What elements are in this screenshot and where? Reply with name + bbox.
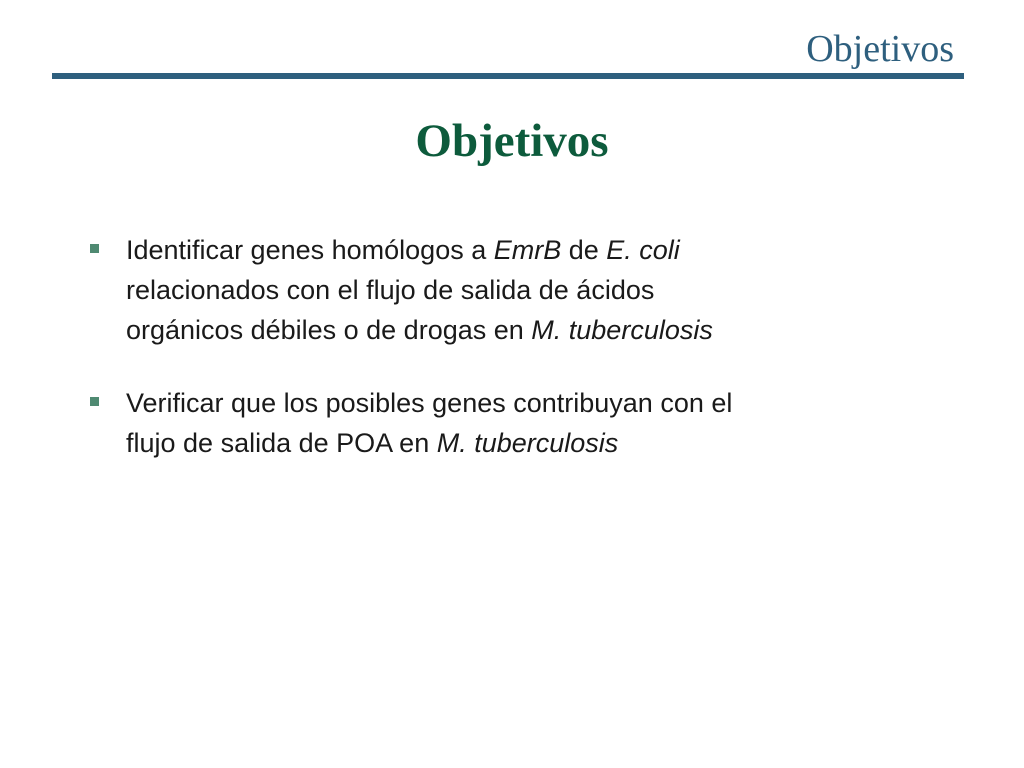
bullet-line [126,230,948,270]
bullet-text: flujo de salida de POA en [126,428,437,458]
bullet-line [126,270,948,310]
bullet-line [126,423,948,463]
square-bullet-icon [90,244,99,253]
bullet-text: de [561,235,607,265]
slide-title: Objetivos [415,115,609,167]
bullet-line [126,383,948,423]
bullet-text: Verificar que los posibles genes contribuyan con el [126,388,733,418]
italic-text: M. tuberculosis [531,315,713,345]
bullet-text: relacionados con el flujo de salida de ácidos [126,275,655,305]
bullet-text: orgánicos débiles o de drogas en [126,315,532,345]
header-title: Objetivos [806,28,954,70]
italic-text: E. coli [606,235,680,265]
bullet-item [88,383,948,463]
bullet-text: Identificar genes homólogos a [126,235,494,265]
bullet-item [88,230,948,350]
square-bullet-icon [90,397,99,406]
bullet-list [88,230,948,463]
italic-text: M. tuberculosis [436,428,619,458]
italic-text: EmrB [493,235,562,265]
header-divider [52,73,964,79]
bullet-line [126,310,948,350]
